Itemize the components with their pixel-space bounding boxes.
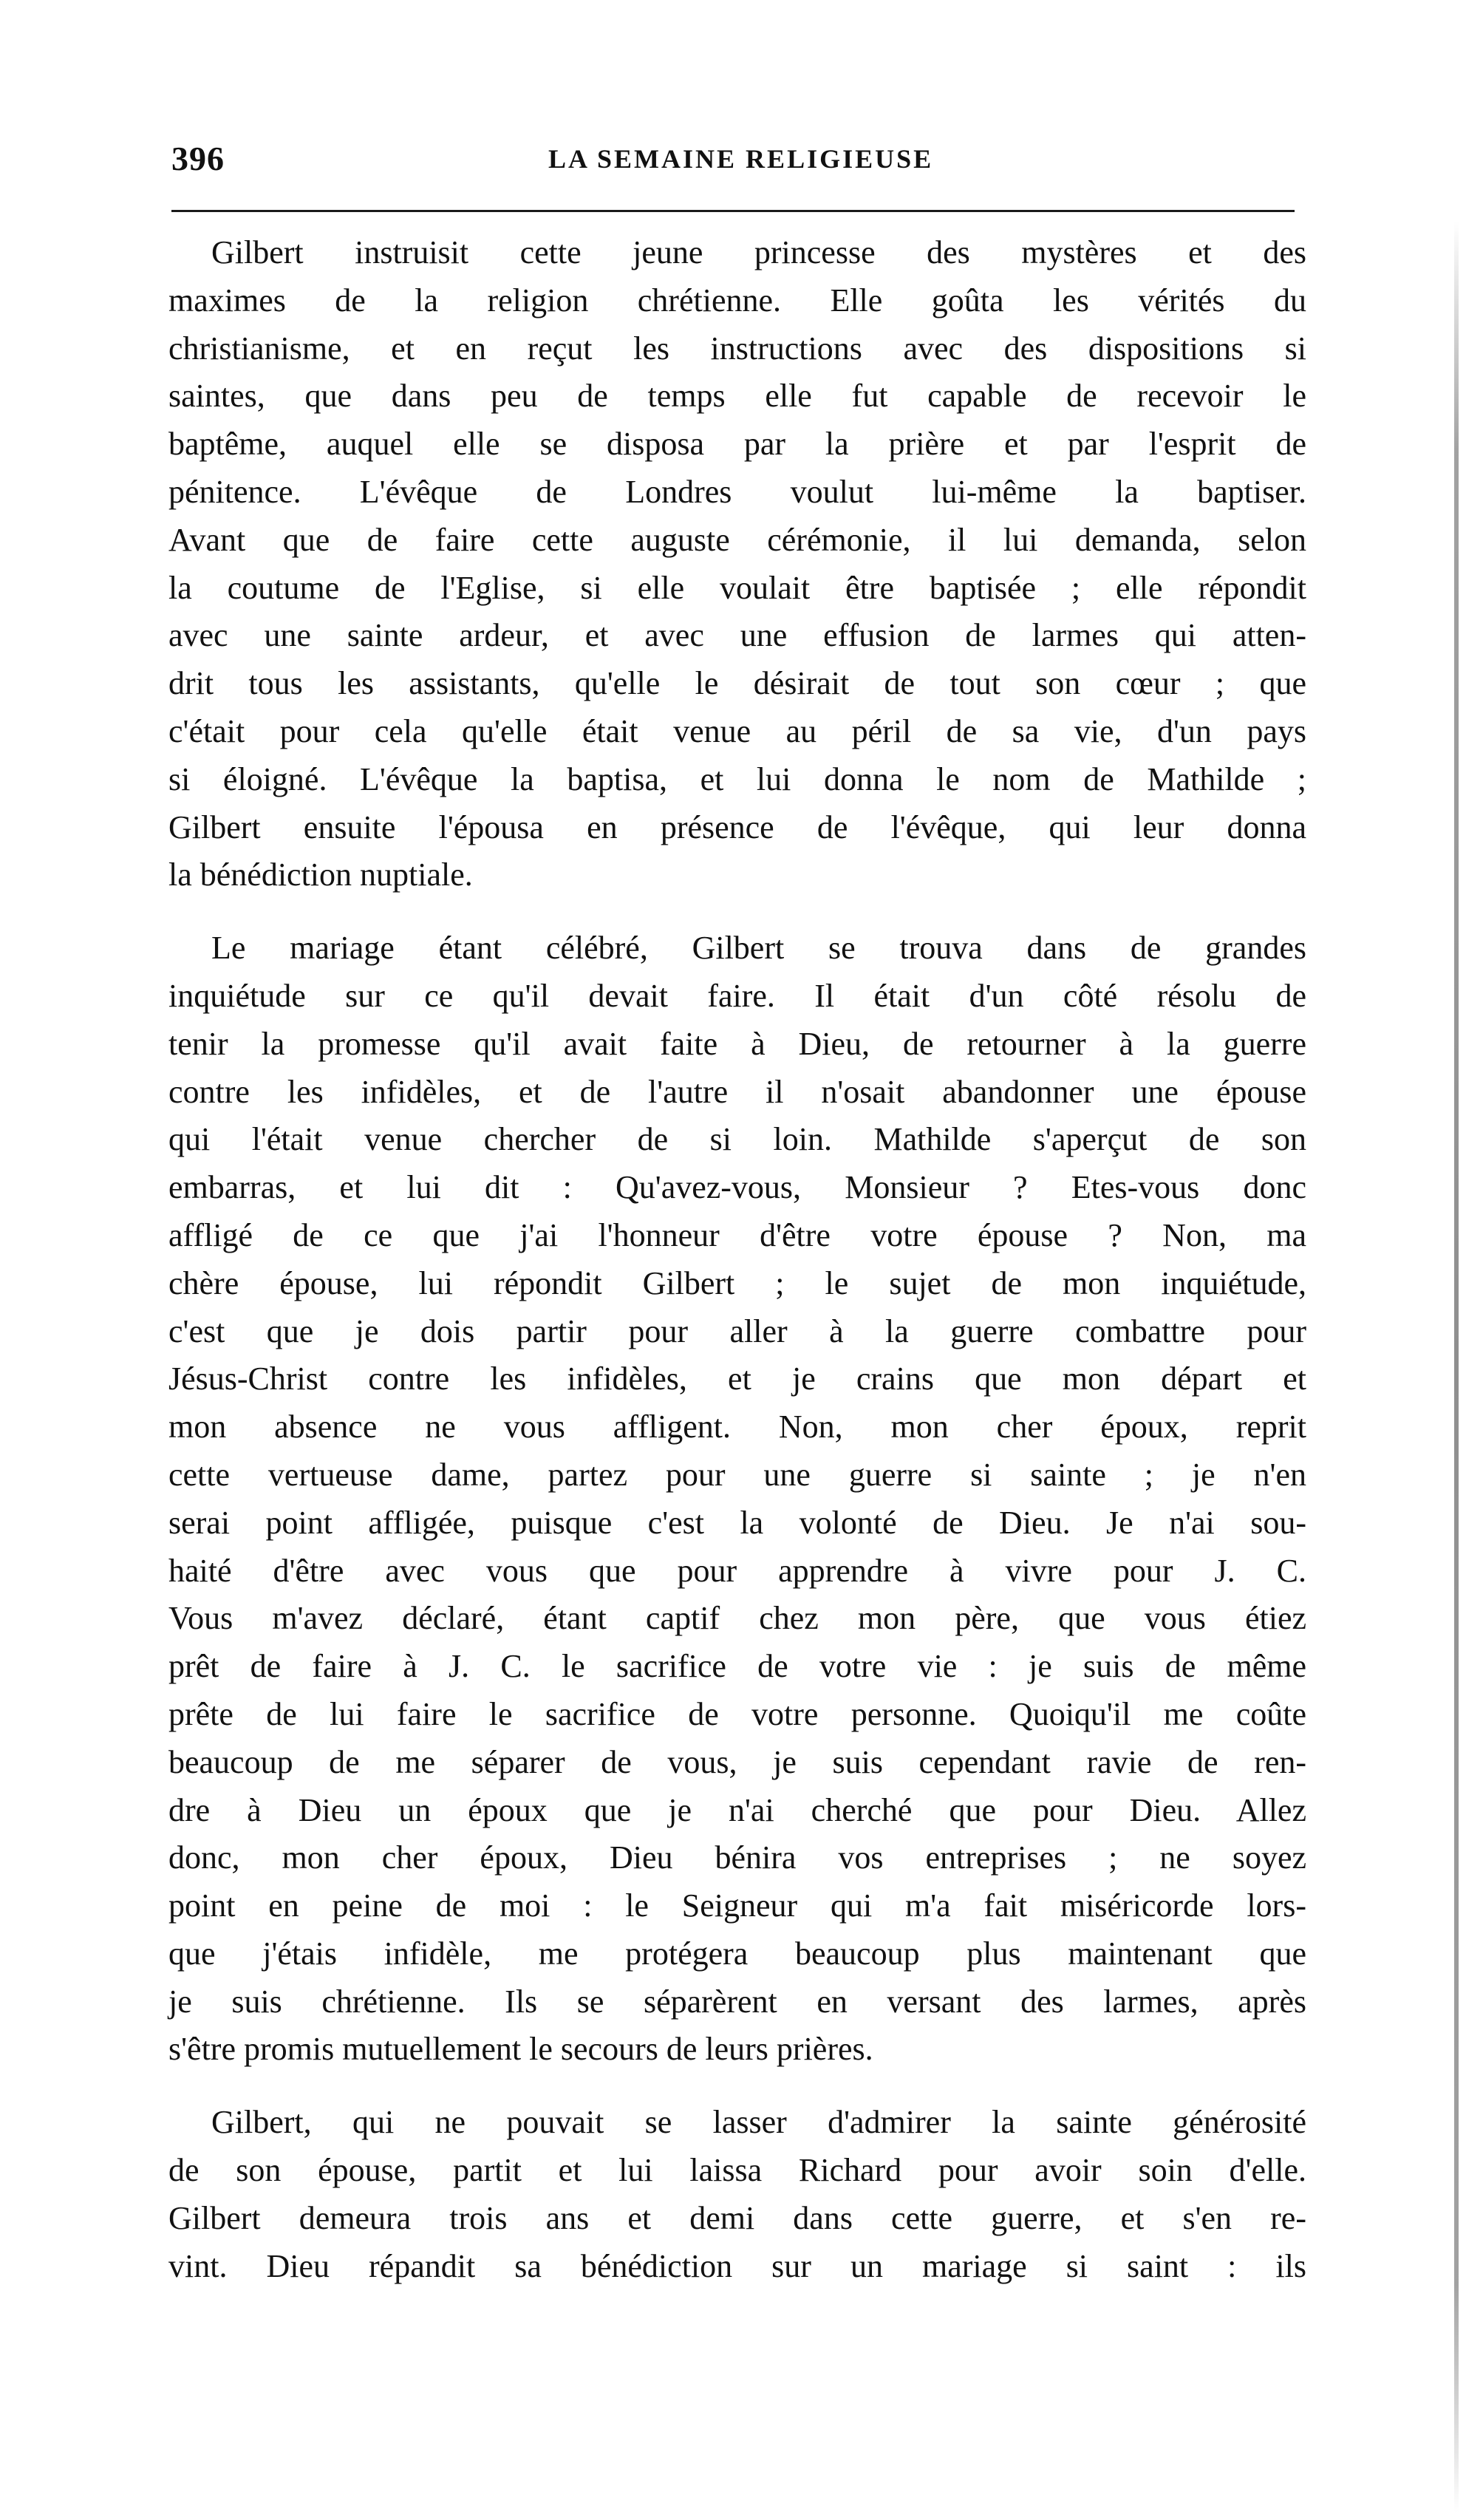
text-line: la coutume de l'Eglise, si elle voulait être baptisée ; elle répondit <box>168 569 1306 606</box>
text-line: la bénédiction nuptiale. <box>168 857 473 893</box>
paragraph-3 <box>168 2099 1306 2290</box>
text-line: dre à Dieu un époux que je n'ai cherché que pour Dieu. Allez <box>168 1791 1306 1828</box>
text-line: baptême, auquel elle se disposa par la prière et par l'esprit de <box>168 426 1306 463</box>
text-line: inquiétude sur ce qu'il devait faire. Il était d'un côté résolu de <box>168 977 1306 1014</box>
text-line: beaucoup de me séparer de vous, je suis cependant ravie de ren- <box>168 1743 1306 1780</box>
text-line: affligé de ce que j'ai l'honneur d'être votre épouse ? Non, ma <box>168 1216 1306 1253</box>
text-line: vint. Dieu répandit sa bénédiction sur un mariage si saint : ils <box>168 2247 1306 2284</box>
text-line: maximes de la religion chrétienne. Elle goûta les vérités du <box>168 282 1306 319</box>
text-line: c'était pour cela qu'elle était venue au péril de sa vie, d'un pays <box>168 712 1306 749</box>
text-line: haité d'être avec vous que pour apprendre à vivre pour J. C. <box>168 1552 1306 1589</box>
text-line: donc, mon cher époux, Dieu bénira vos entreprises ; ne soyez <box>168 1839 1306 1876</box>
text-line: drit tous les assistants, qu'elle le désirait de tout son cœur ; que <box>168 665 1306 702</box>
page-number: 396 <box>171 140 225 177</box>
text-line: Le mariage étant célébré, Gilbert se trouva dans de grandes <box>211 930 1306 967</box>
text-line: avec une sainte ardeur, et avec une effusion de larmes qui atten- <box>168 617 1306 654</box>
text-line: saintes, que dans peu de temps elle fut capable de recevoir le <box>168 378 1306 415</box>
text-line: si éloigné. L'évêque la baptisa, et lui donna le nom de Mathilde ; <box>168 760 1306 797</box>
body-text <box>168 229 1306 2290</box>
text-line: c'est que je dois partir pour aller à la guerre combattre pour <box>168 1312 1306 1349</box>
text-line: que j'étais infidèle, me protégera beaucoup plus maintenant que <box>168 1935 1306 1972</box>
page-header <box>171 139 1295 191</box>
running-title: LA SEMAINE RELIGIEUSE <box>548 144 934 174</box>
page-edge-shadow <box>1454 222 1459 2513</box>
text-line: prêt de faire à J. C. le sacrifice de votre vie : je suis de même <box>168 1648 1306 1685</box>
text-line: prête de lui faire le sacrifice de votre personne. Quoiqu'il me coûte <box>168 1695 1306 1732</box>
text-line: chère épouse, lui répondit Gilbert ; le sujet de mon inquiétude, <box>168 1264 1306 1301</box>
paragraph-1 <box>168 229 1306 899</box>
text-line: contre les infidèles, et de l'autre il n'osait abandonner une épouse <box>168 1073 1306 1110</box>
text-line: christianisme, et en reçut les instructions avec des dispositions si <box>168 330 1306 367</box>
text-line: point en peine de moi : le Seigneur qui m'a fait miséricorde lors- <box>168 1887 1306 1924</box>
text-line: je suis chrétienne. Ils se séparèrent en versant des larmes, après <box>168 1983 1306 2020</box>
paragraph-2 <box>168 924 1306 2074</box>
text-line: qui l'était venue chercher de si loin. Mathilde s'aperçut de son <box>168 1121 1306 1158</box>
text-line: Gilbert, qui ne pouvait se lasser d'admirer la sainte générosité <box>211 2104 1306 2141</box>
text-line: Jésus-Christ contre les infidèles, et je crains que mon départ et <box>168 1361 1306 1397</box>
text-line: Vous m'avez déclaré, étant captif chez mon père, que vous étiez <box>168 1600 1306 1637</box>
header-rule <box>171 210 1295 212</box>
text-line: embarras, et lui dit : Qu'avez-vous, Monsieur ? Etes-vous donc <box>168 1169 1306 1206</box>
text-line: Gilbert demeura trois ans et demi dans cette guerre, et s'en re- <box>168 2199 1306 2236</box>
text-line: mon absence ne vous affligent. Non, mon cher époux, reprit <box>168 1409 1306 1445</box>
text-line: Avant que de faire cette auguste cérémonie, il lui demanda, selon <box>168 521 1306 558</box>
text-line: cette vertueuse dame, partez pour une guerre si sainte ; je n'en <box>168 1456 1306 1493</box>
text-line: s'être promis mutuellement le secours de leurs prières. <box>168 2031 873 2068</box>
text-line: pénitence. L'évêque de Londres voulut lui-même la baptiser. <box>168 473 1306 510</box>
text-line: Gilbert ensuite l'épousa en présence de l'évêque, qui leur donna <box>168 808 1306 845</box>
text-line: tenir la promesse qu'il avait faite à Dieu, de retourner à la guerre <box>168 1025 1306 1062</box>
text-line: de son épouse, partit et lui laissa Richard pour avoir soin d'elle. <box>168 2152 1306 2189</box>
text-line: Gilbert instruisit cette jeune princesse des mystères et des <box>211 234 1306 270</box>
text-line: serai point affligée, puisque c'est la volonté de Dieu. Je n'ai sou- <box>168 1504 1306 1541</box>
